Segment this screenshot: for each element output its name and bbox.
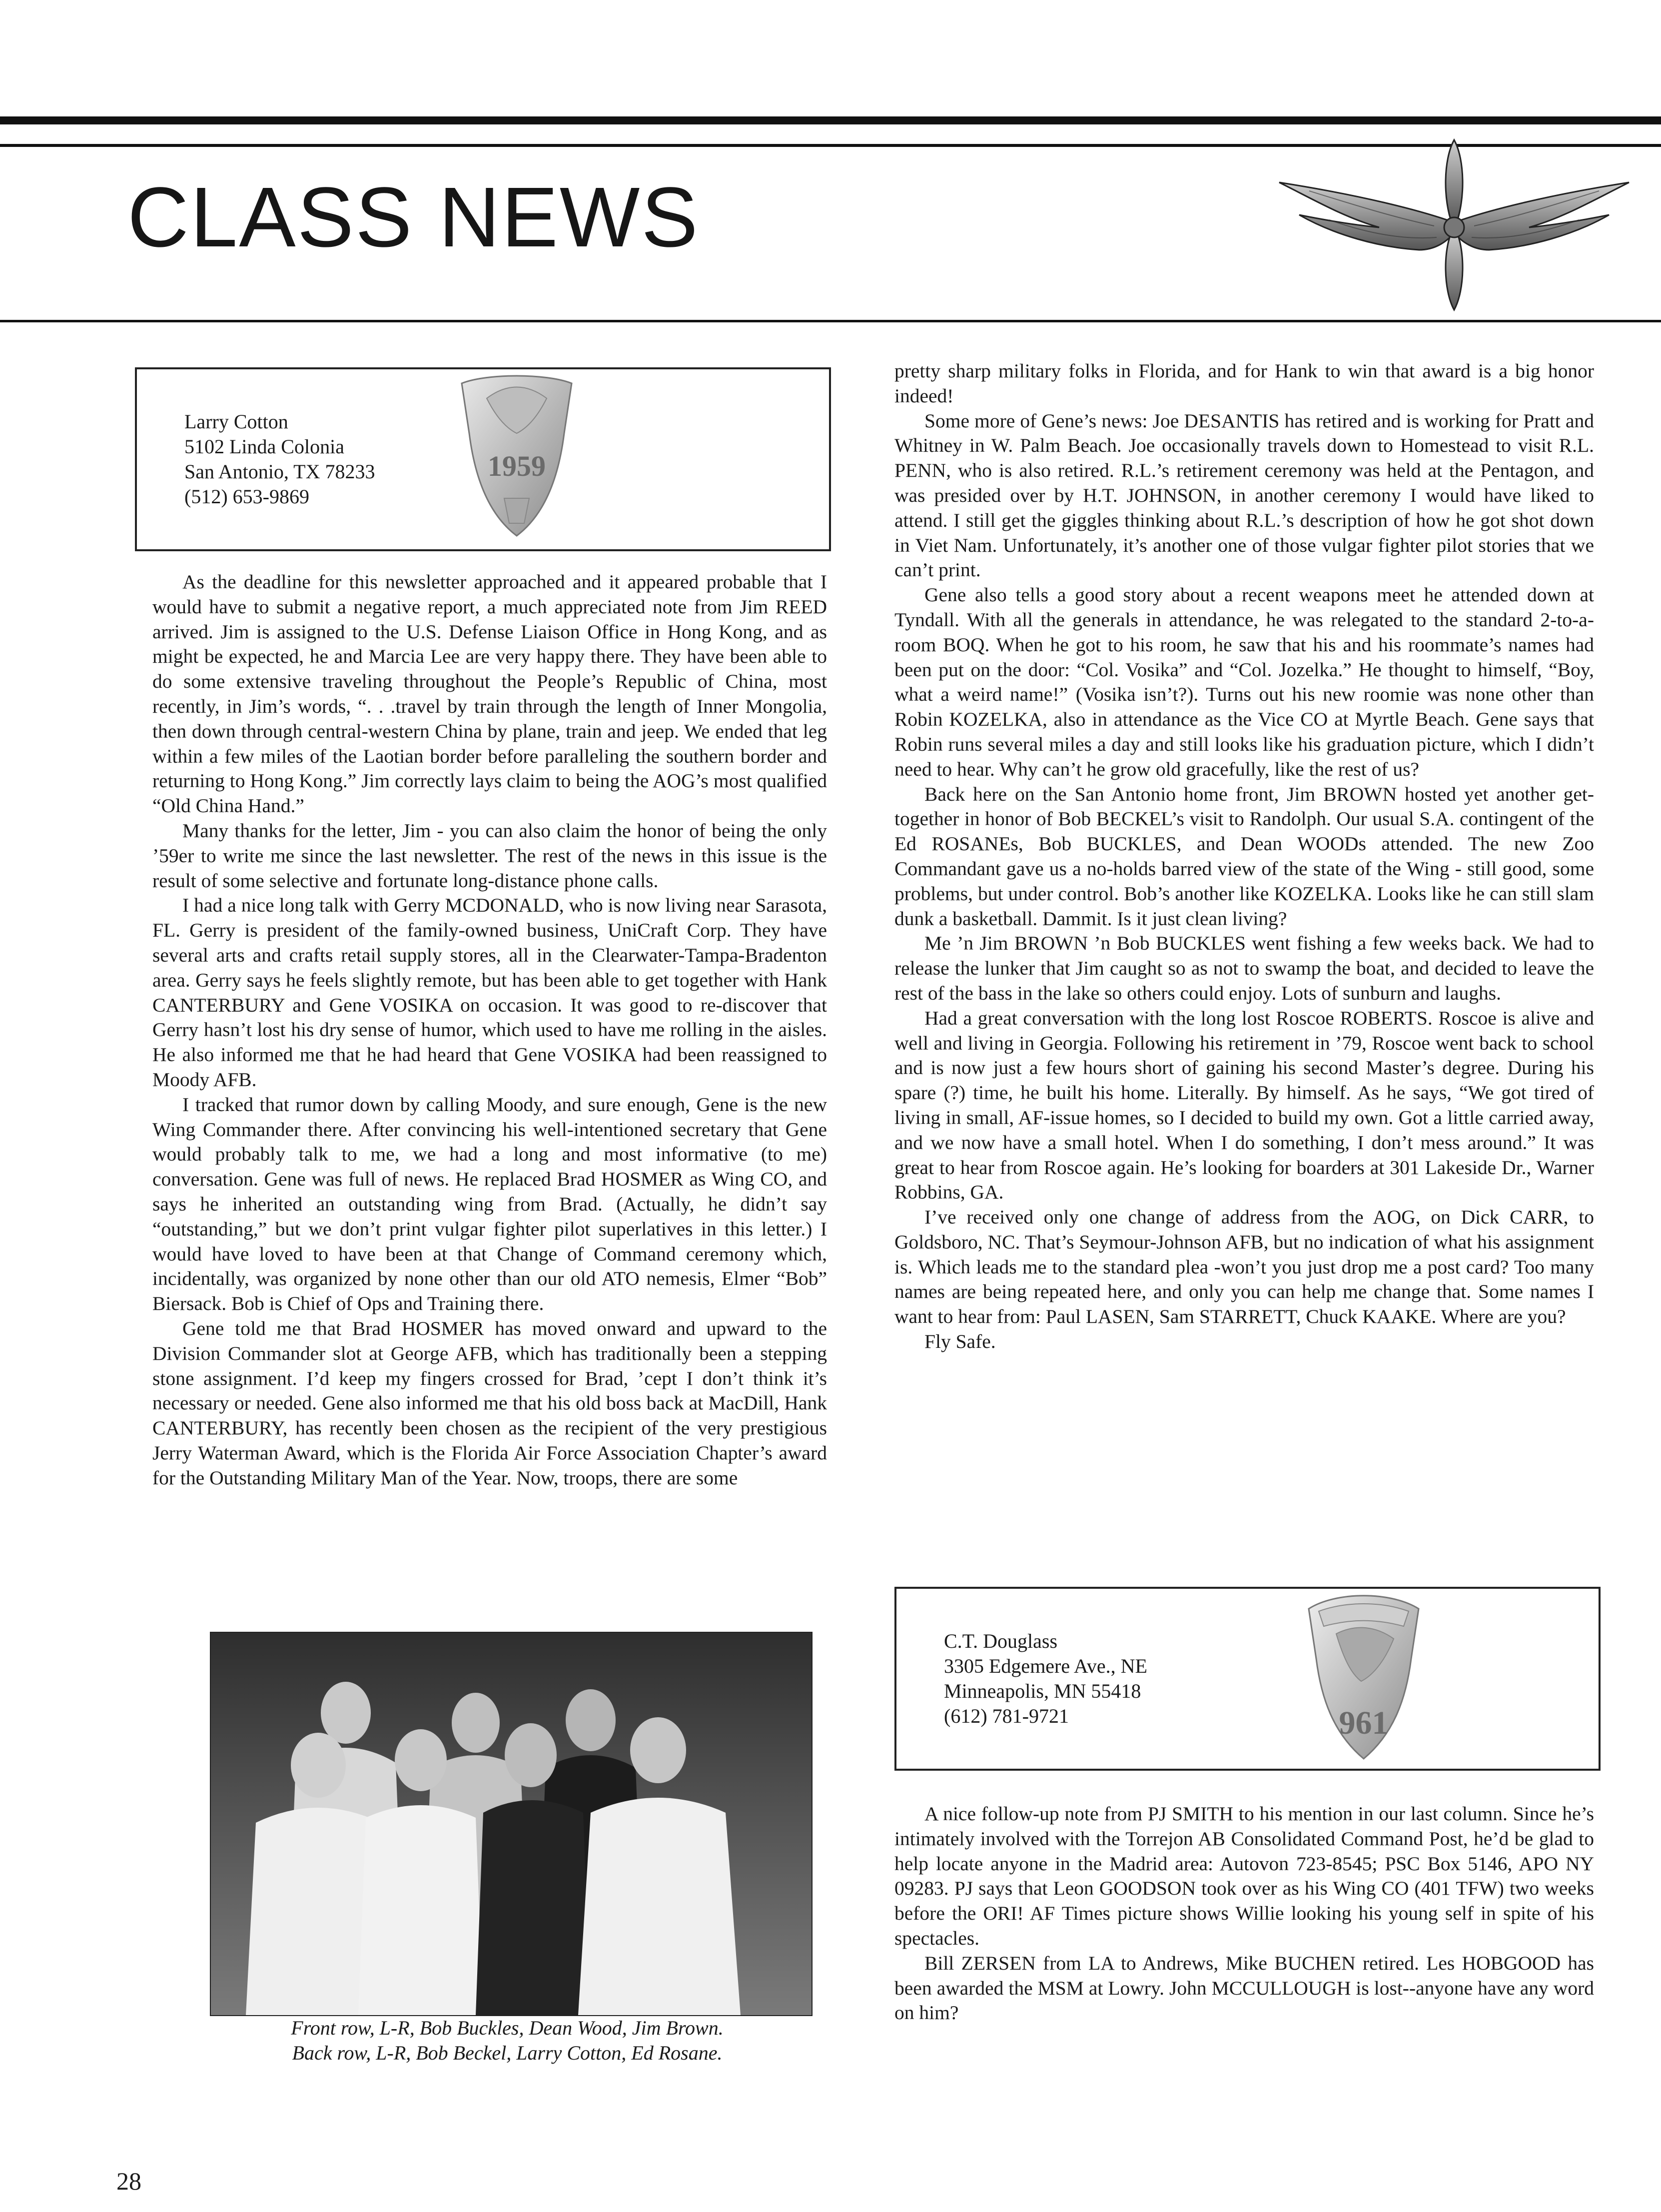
paragraph: pretty sharp military folks in Florida, and for Hank to win that award is a big honor indeed! [894, 360, 1594, 407]
paragraph: Many thanks for the letter, Jim - you can also claim the honor of being the only ’59er to write me since the last newsletter. The rest of the news in this issue is the result of some selective and fortunate long-distance phone calls. [152, 819, 827, 892]
right-column [894, 359, 1594, 1354]
scribe-address-block [944, 1629, 1147, 1729]
paragraph: Some more of Gene’s news: Joe DESANTIS has retired and is working for Pratt and Whitney in W. Palm Beach. Joe occasionally travels down to Homestead to visit R.L. PENN, who is also retired. R.L.’s retirement ceremony was held at the Pentagon, and was presided over by H.T. JOHNSON, in another ceremony I would have liked to attend. I still get the giggles thinking about R.L.’s description of how he got shot down in Viet Nam. Unfortunately, it’s another one of those vulgar fighter pilot stories that we can’t print. [894, 409, 1594, 581]
class-1961-column [894, 1802, 1594, 2026]
scribe-phone: (612) 781-9721 [944, 1705, 1069, 1727]
class-1959-crest-icon [457, 373, 577, 541]
paragraph: As the deadline for this newsletter approached and it appeared probable that I would have to submit a negative report, a much appreciated note from Jim REED arrived. Jim is assigned to the U.S. Defense Liaison Office in Hong Kong, and as might be expected, he and Marcia Lee are very happy there. They have been able to do some extensive traveling throughout the People’s Republic of China, most recently, in Jim’s words, “. . .travel by train through the length of Inner Mongolia, then down through central-western China by plane, train and jeep. We ended that leg within a few miles of the Laotian border before paralleling the southern border and returning to Hong Kong.” Jim correctly lays claim to being the AOG’s most qualified “Old China Hand.” [152, 571, 827, 817]
header-rule-thick [0, 116, 1661, 124]
page-title: CLASS NEWS [127, 170, 700, 265]
paragraph: Me ’n Jim BROWN ’n Bob BUCKLES went fishing a few weeks back. We had to release the lunker that Jim caught so as not to swamp the boat, and decided to leave the rest of the bass in the lake so others could enjoy. Lots of sunburn and laughs. [894, 932, 1594, 1004]
scribe-phone: (512) 653-9869 [184, 485, 309, 508]
header-rule-bottom [0, 320, 1661, 322]
scribe-address-block [184, 409, 375, 509]
scribe-street: 3305 Edgemere Ave., NE [944, 1655, 1147, 1677]
paragraph: Gene told me that Brad HOSMER has moved onward and upward to the Division Commander slot at George AFB, which has traditionally been a stepping stone assignment. I’d keep my fingers crossed for Brad, ’cept I don’t think it’s necessary or needed. Gene also informed me that his old boss back at MacDill, Hank CANTERBURY, has recently been chosen as the recipient of the very prestigious Jerry Waterman Award, which is the Florida Air Force Association Chapter’s award for the Outstanding Military Man of the Year. Now, troops, there are some [152, 1317, 827, 1489]
paragraph: A nice follow-up note from PJ SMITH to his mention in our last column. Since he’s intimately involved with the Torrejon AB Consolidated Command Post, he’d be glad to help locate anyone in the Madrid area: Autovon 723-8545; PSC Box 5146, APO NY 09283. PJ says that Leon GOODSON took over as his Wing CO (401 TFW) two weeks before the ORI! AF Times picture shows Willie looking his young self in spite of his spectacles. [894, 1803, 1594, 1949]
scribe-name: C.T. Douglass [944, 1630, 1058, 1652]
class-1961-crest-icon [1301, 1589, 1426, 1761]
crest-year: 1959 [488, 450, 546, 482]
page-number: 28 [116, 2167, 141, 2195]
paragraph: Gene also tells a good story about a recent weapons meet he attended down at Tyndall. With all the generals in attendance, he was relegated to the standard 2-to-a-room BOQ. When he got to his room, he saw that his and his roommate’s names had been put on the door: “Col. Vosika” and “Col. Jozelka.” He thought to himself, “Boy, what a weird name!” (Vosika isn’t?). Turns out his new roomie was none other than Robin KOZELKA, also in attendance as the Vice CO at Myrtle Beach. Gene says that Robin runs several miles a day and still looks like his graduation picture, which I didn’t need to hear. Why can’t he grow old gracefully, like the rest of us? [894, 584, 1594, 780]
sign-off: Fly Safe. [924, 1330, 996, 1353]
class-1961-contact-box [894, 1587, 1601, 1771]
scribe-street: 5102 Linda Colonia [184, 435, 344, 458]
crest-year: 961 [1339, 1705, 1389, 1741]
caption-line-front-row: Front row, L-R, Bob Buckles, Dean Wood, Jim Brown. [291, 2017, 724, 2039]
paragraph: Bill ZERSEN from LA to Andrews, Mike BUCHEN retired. Les HOBGOOD has been awarded the MSM at Lowry. John MCCULLOUGH is lost--anyone have any word on him? [894, 1952, 1594, 2024]
paragraph: Had a great conversation with the long lost Roscoe ROBERTS. Roscoe is alive and well and living in Georgia. Following his retirement in ’79, Roscoe went back to school and is now just a few hours short of gaining his second Master’s degree. During his spare (?) time, he built his home. Literally. By himself. As he says, “We got tired of living in small, AF-issue homes, so I decided to build my own. Got a little carried away, and we now have a small hotel. When I do something, I don’t mess around.” It was great to hear from Roscoe again. He’s looking for boarders at 301 Lakeside Dr., Warner Robbins, GA. [894, 1007, 1594, 1203]
paragraph: I’ve received only one change of address from the AOG, on Dick CARR, to Goldsboro, NC. That’s Seymour-Johnson AFB, but no indication of what his assignment is. Which leads me to the standard plea -won’t you just drop me a post card? Too many names are being repeated here, and only you can help me change that. Some names I want to hear from: Paul LASEN, Sam STARRETT, Chuck KAAKE. Where are you? [894, 1206, 1594, 1328]
caption-line-back-row: Back row, L-R, Bob Beckel, Larry Cotton, Ed Rosane. [292, 2042, 723, 2064]
paragraph: Back here on the San Antonio home front, Jim BROWN hosted yet another get-together in honor of Bob BECKEL’s visit to Randolph. Our usual S.A. contingent of the Ed ROSANEs, Bob BUCKLES, and Dean WOODs attended. The new Zoo Commandant gave us a no-holds barred view of the state of the Wing - still good, some problems, but under control. Bob’s another like KOZELKA. Looks like he can still slam dunk a basketball. Dammit. Is it just clean living? [894, 783, 1594, 930]
scribe-city: Minneapolis, MN 55418 [944, 1680, 1141, 1702]
army-air-corps-wings-propeller-icon [1269, 135, 1639, 315]
class-1959-contact-box [135, 367, 831, 551]
left-column [152, 570, 827, 1490]
group-photo [210, 1632, 813, 2016]
photo-caption [185, 2016, 830, 2066]
scribe-name: Larry Cotton [184, 410, 288, 433]
paragraph: I had a nice long talk with Gerry MCDONALD, who is now living near Sarasota, FL. Gerry is president of the family-owned business, UniCraft Corp. They have several arts and crafts retail supply stores, all in the Clearwater-Tampa-Bradenton area. Gerry says he feels slightly remote, but has been able to get together with Hank CANTERBURY and Gene VOSIKA on occasion. It was good to re-discover that Gerry hasn’t lost his dry sense of humor, which used to have me rolling in the aisles. He also informed me that he had heard that Gene VOSIKA had been reassigned to Moody AFB. [152, 894, 827, 1091]
paragraph: I tracked that rumor down by calling Moody, and sure enough, Gene is the new Wing Commander there. After convincing his well-intentioned secretary that Gene would probably talk to me, we had a long and most informative (to me) conversation. Gene was full of news. He replaced Brad HOSMER as Wing CO, and says he inherited an outstanding wing from Brad. (Actually, he didn’t say “outstanding,” but we don’t print vulgar fighter pilot superlatives in this letter.) I would have loved to have been at that Change of Command ceremony which, incidentally, was organized by none other than our old ATO nemesis, Elmer “Bob” Biersack. Bob is Chief of Ops and Training there. [152, 1093, 827, 1315]
scribe-city: San Antonio, TX 78233 [184, 460, 375, 483]
